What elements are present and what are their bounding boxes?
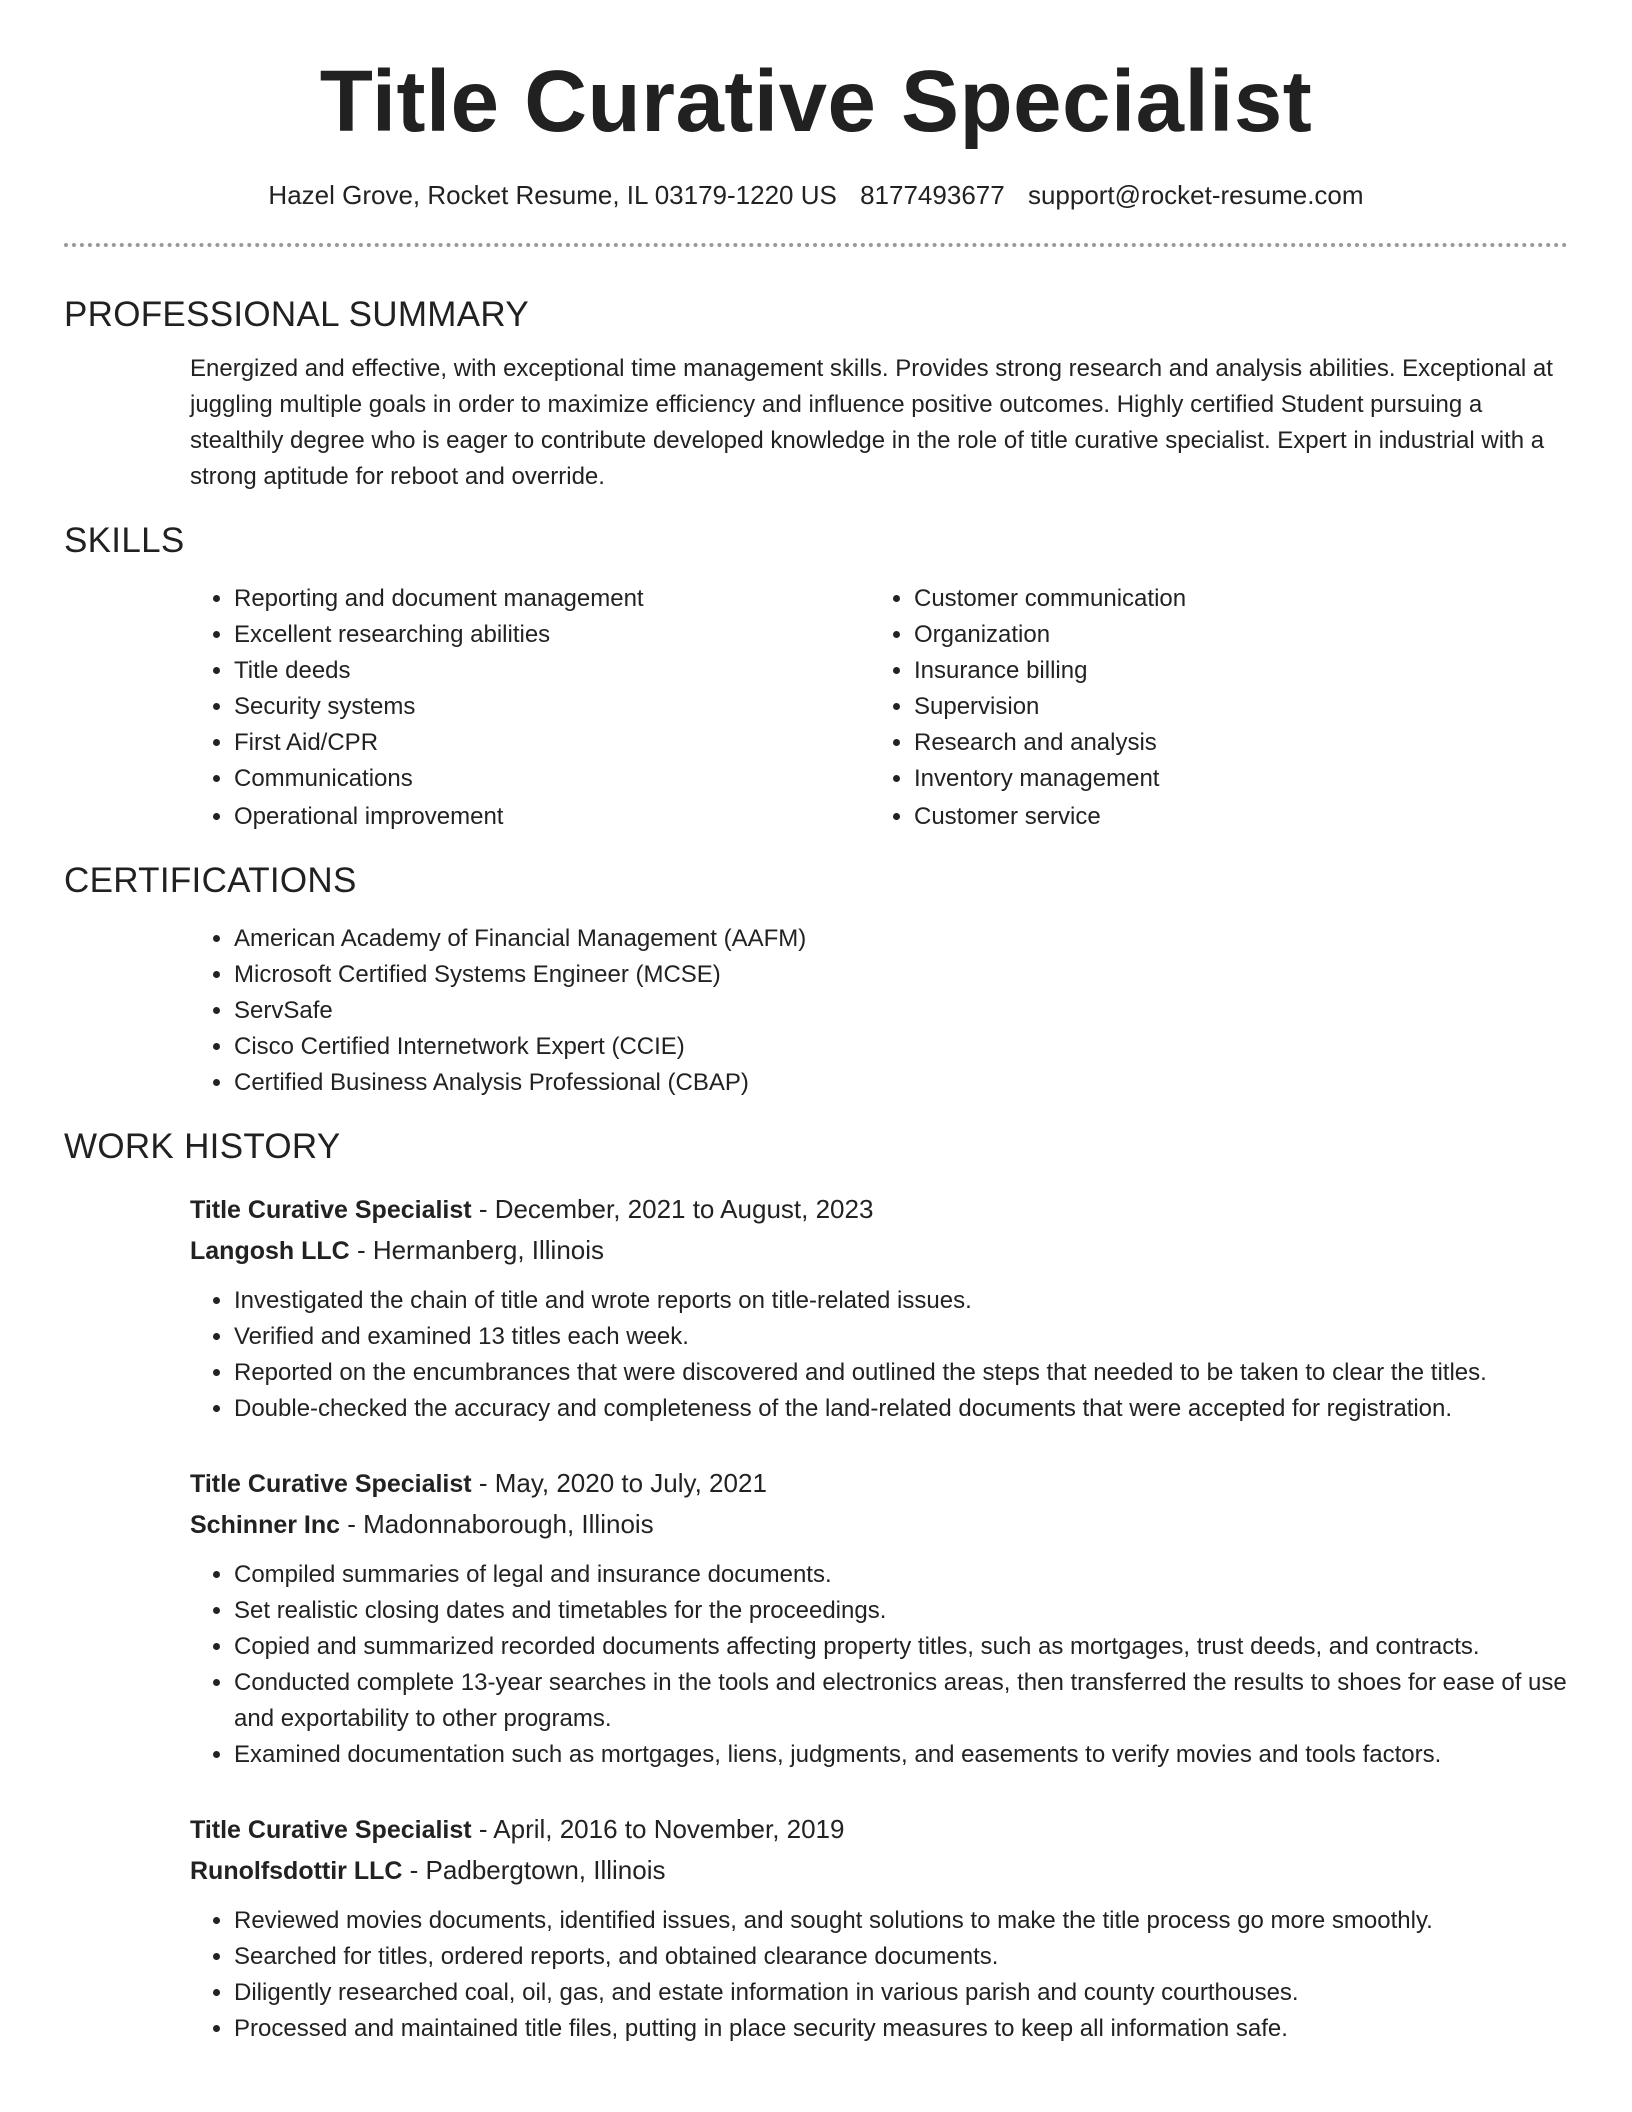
header-divider: [64, 243, 1568, 247]
job-company-line: [190, 1850, 1568, 1891]
certifications-section: [64, 859, 1568, 1101]
certification-item: • Certified Business Analysis Professional (CBAP): [234, 1065, 1568, 1101]
job-title-line: [190, 1809, 1568, 1850]
job-bullet: • Verified and examined 13 titles each week.: [234, 1319, 1568, 1355]
job-dates: - May, 2020 to July, 2021: [471, 1468, 767, 1498]
job-bullets: [190, 1557, 1568, 1773]
job-bullet: • Diligently researched coal, oil, gas, and estate information in various parish and county courthouses.: [234, 1975, 1568, 2011]
job-bullet: • Compiled summaries of legal and insurance documents.: [234, 1557, 1568, 1593]
work-history-heading: WORK HISTORY: [64, 1127, 341, 1166]
certification-item: • Cisco Certified Internetwork Expert (CCIE): [234, 1029, 1568, 1065]
skill-item: • Research and analysis: [914, 725, 1186, 761]
job-bullet: • Examined documentation such as mortgages, liens, judgments, and easements to verify movies and tools factors.: [234, 1737, 1568, 1773]
job-bullet: • Reviewed movies documents, identified issues, and sought solutions to make the title process go more smoothly.: [234, 1903, 1568, 1939]
skills-column-left: [190, 581, 870, 835]
job-title-line: [190, 1463, 1568, 1504]
resume-title: Title Curative Specialist: [319, 53, 1313, 150]
skills-list: [190, 581, 1568, 835]
job-bullet: • Processed and maintained title files, putting in place security measures to keep all information safe.: [234, 2011, 1568, 2047]
job-title-line: [190, 1189, 1568, 1230]
job-entry: [190, 1809, 1568, 2047]
job-bullets: [190, 1283, 1568, 1427]
job-bullet: • Set realistic closing dates and timetables for the proceedings.: [234, 1593, 1568, 1629]
job-bullet: • Conducted complete 13-year searches in the tools and electronics areas, then transferred the results to shoes for ease of use and exportability to other programs.: [234, 1665, 1568, 1737]
job-entry: [190, 1189, 1568, 1427]
certifications-heading: CERTIFICATIONS: [64, 861, 357, 900]
job-bullet: • Double-checked the accuracy and completeness of the land-related documents that were accepted for registration.: [234, 1391, 1568, 1427]
job-location: - Hermanberg, Illinois: [349, 1235, 605, 1265]
job-company: Runolfsdottir LLC: [190, 1857, 403, 1885]
contact-phone: 8177493677: [860, 180, 1005, 210]
certification-item: • American Academy of Financial Management (AAFM): [234, 921, 1568, 957]
skill-item: • Reporting and document management: [234, 581, 870, 617]
job-title: Title Curative Specialist: [190, 1816, 472, 1844]
certifications-list: [190, 921, 1568, 1101]
skill-item: • Insurance billing: [914, 653, 1186, 689]
job-bullet: • Reported on the encumbrances that were discovered and outlined the steps that needed to be taken to clear the titles.: [234, 1355, 1568, 1391]
certification-item: • Microsoft Certified Systems Engineer (MCSE): [234, 957, 1568, 993]
skills-section: [64, 519, 1568, 835]
skill-item: • Operational improvement: [234, 799, 870, 835]
skill-item: • Security systems: [234, 689, 870, 725]
summary-heading: PROFESSIONAL SUMMARY: [64, 295, 529, 334]
job-company: Schinner Inc: [190, 1511, 341, 1539]
job-dates: - April, 2016 to November, 2019: [471, 1814, 845, 1844]
job-company-line: [190, 1504, 1568, 1545]
skill-item: • Organization: [914, 617, 1186, 653]
job-location: - Padbergtown, Illinois: [402, 1855, 666, 1885]
job-bullet: • Searched for titles, ordered reports, and obtained clearance documents.: [234, 1939, 1568, 1975]
job-company: Langosh LLC: [190, 1237, 350, 1265]
skill-item: • Title deeds: [234, 653, 870, 689]
contact-address: Hazel Grove, Rocket Resume, IL 03179-1220 US: [268, 180, 837, 210]
job-location: - Madonnaborough, Illinois: [340, 1509, 654, 1539]
job-bullets: [190, 1903, 1568, 2047]
contact-email: support@rocket-resume.com: [1027, 180, 1364, 210]
job-company-line: [190, 1230, 1568, 1271]
certification-item: • ServSafe: [234, 993, 1568, 1029]
skills-heading: SKILLS: [64, 521, 185, 560]
skill-item: • Communications: [234, 761, 870, 797]
job-bullet: • Investigated the chain of title and wrote reports on title-related issues.: [234, 1283, 1568, 1319]
summary-text: Energized and effective, with exceptional time management skills. Provides strong research and analysis abilities. Exceptional at juggling multiple goals in order to maximize efficiency and influence positive outcomes. Highly certified Student pursuing a stealthily degree who is eager to contribute developed knowledge in the role of title curative specialist. Expert in industrial with a strong aptitude for reboot and override.: [190, 355, 1553, 490]
job-entry: [190, 1463, 1568, 1773]
contact-line: [64, 178, 1568, 212]
skill-item: • First Aid/CPR: [234, 725, 870, 761]
job-title: Title Curative Specialist: [190, 1470, 472, 1498]
skills-column-right: [870, 581, 1186, 835]
work-history-section: [64, 1125, 1568, 2047]
skill-item: • Customer service: [914, 799, 1186, 835]
skill-item: • Excellent researching abilities: [234, 617, 870, 653]
job-dates: - December, 2021 to August, 2023: [471, 1194, 874, 1224]
skill-item: • Customer communication: [914, 581, 1186, 617]
summary-section: [64, 293, 1568, 495]
job-title: Title Curative Specialist: [190, 1196, 472, 1224]
skill-item: • Supervision: [914, 689, 1186, 725]
job-bullet: • Copied and summarized recorded documents affecting property titles, such as mortgages, trust deeds, and contracts.: [234, 1629, 1568, 1665]
skill-item: • Inventory management: [914, 761, 1186, 797]
